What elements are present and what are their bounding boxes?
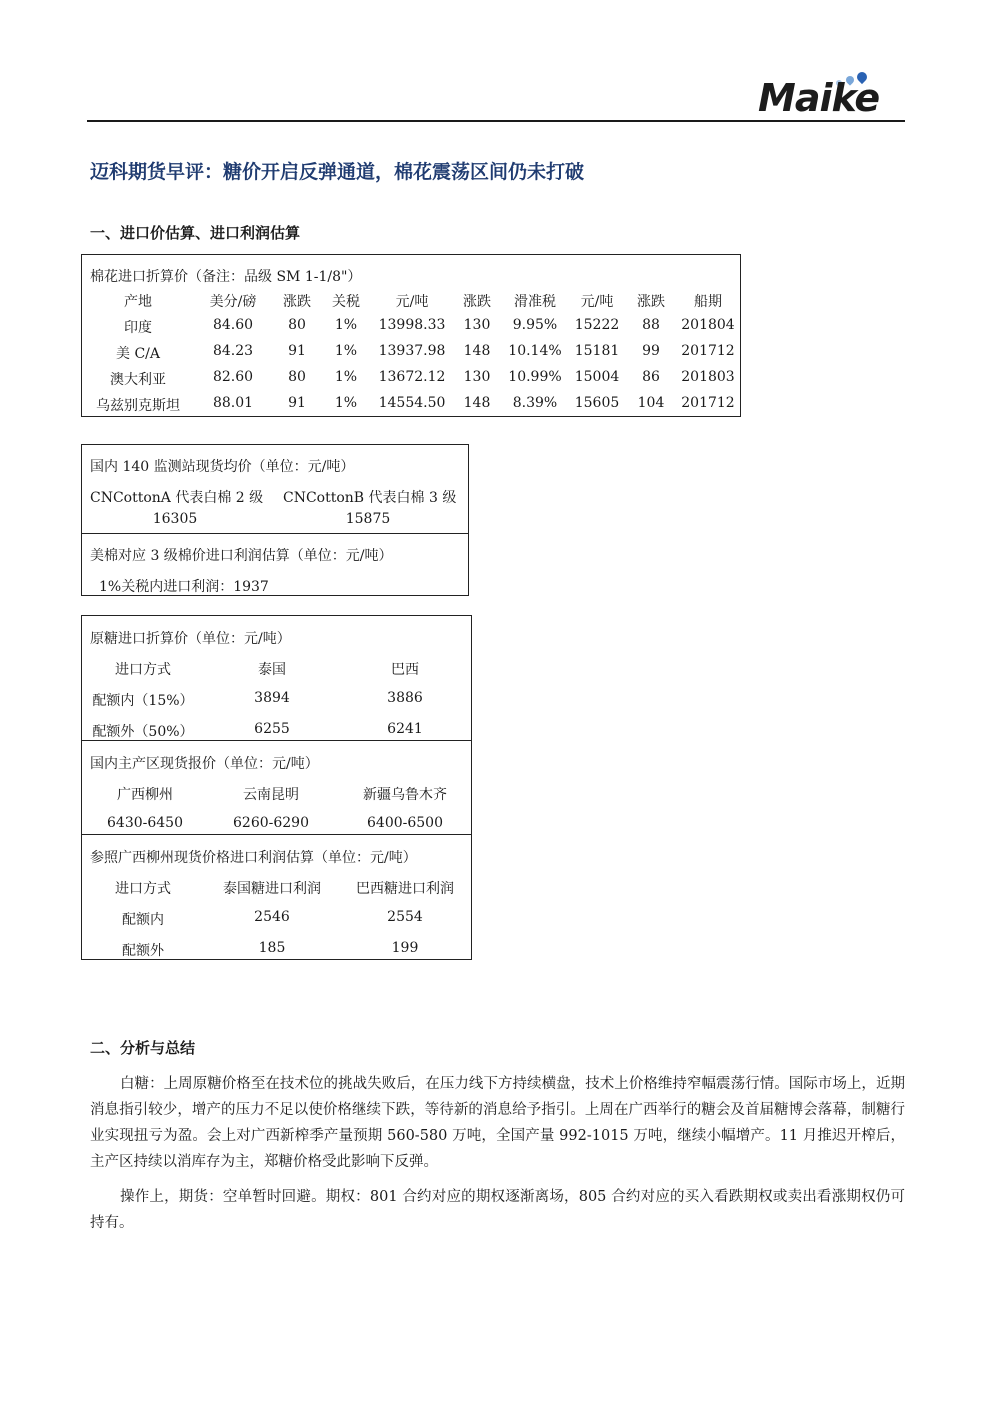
cotton-table-cell: 13937.98: [378, 343, 446, 359]
raw-sugar-caption: 原糖进口折算价（单位：元/吨）: [90, 631, 291, 647]
domestic-cotton-caption: 国内 140 监测站现货均价（单位：元/吨）: [90, 459, 355, 475]
raw-sugar-cell: 6241: [387, 721, 423, 737]
column-header: 进口方式: [115, 662, 171, 678]
column-header: 巴西: [391, 662, 419, 678]
strategy-paragraph: 操作上，期货：空单暂时回避。期权：801 合约对应的期权逐渐离场，805 合约对应的买入看跌期权或卖出看涨期权仍可持有。: [90, 1189, 905, 1231]
column-header: 涨跌: [637, 294, 665, 310]
cotton-table-cell: 88.01: [212, 395, 254, 411]
sugar-profit-cell: 配额内: [122, 912, 164, 928]
divider: [81, 834, 472, 835]
sugar-profit-caption: 参照广西柳州现货价格进口利润估算（单位：元/吨）: [90, 850, 417, 866]
column-header: 泰国: [258, 662, 286, 678]
column-header: 涨跌: [463, 294, 491, 310]
cncotton-a-label: CNCottonA 代表白棉 2 级: [90, 490, 264, 506]
cotton-table-cell: 130: [463, 369, 491, 385]
cotton-profit-caption: 美棉对应 3 级棉价进口利润估算（单位：元/吨）: [90, 548, 393, 564]
column-header: 涨跌: [283, 294, 311, 310]
column-header: 船期: [694, 294, 722, 310]
column-header: 产地: [124, 294, 152, 310]
cotton-table-cell: 15004: [574, 369, 620, 385]
sugar-profit-cell: 配额外: [122, 943, 164, 959]
cotton-table-cell: 91: [288, 395, 306, 411]
cotton-table-cell: 80: [288, 369, 306, 385]
raw-sugar-cell: 3886: [387, 690, 423, 706]
cotton-table-cell: 14554.50: [378, 395, 446, 411]
logo-wordmark: Maike: [758, 76, 880, 120]
cotton-table-cell: 201712: [681, 395, 735, 411]
column-header: 巴西糖进口利润: [356, 881, 454, 897]
cotton-profit-text: 1%关税内进口利润：1937: [99, 579, 269, 595]
column-header: 进口方式: [115, 881, 171, 897]
raw-sugar-cell: 配额外（50%）: [92, 724, 194, 740]
cotton-table-cell: 15222: [574, 317, 620, 333]
cotton-table-cell: 1%: [334, 317, 358, 333]
sugar-profit-cell: 185: [258, 940, 286, 956]
analysis-paragraph: 白糖：上周原糖价格至在技术位的挑战失败后，在压力线下方持续横盘，技术上价格维持窄幅震荡行情。国际市场上，近期消息指引较少，增产的压力不足以使价格继续下跌，等待新的消息给予指引。上周在广西举行的糖会及首届糖博会落幕，制糖行业实现扭亏为盈。会上对广西新榨季产量预期 560-580 万吨，全国产量 992-1015 万吨，继续小幅增产。11 月推迟开榨后，主产区持续以消库存为主，郑糖价格受此影响下反弹。: [90, 1076, 905, 1170]
cotton-table-cell: 148: [463, 395, 491, 411]
cotton-table-cell: 8.39%: [512, 395, 558, 411]
cotton-table-cell: 印度: [124, 320, 152, 336]
region-yunnan: 云南昆明: [243, 787, 299, 803]
cotton-table-cell: 13672.12: [378, 369, 446, 385]
report-title: 迈科期货早评：糖价开启反弹通道，棉花震荡区间仍未打破: [90, 161, 585, 183]
cotton-table-cell: 91: [288, 343, 306, 359]
cotton-table-cell: 10.99%: [508, 369, 562, 385]
cotton-table-cell: 1%: [334, 395, 358, 411]
cotton-table-cell: 88: [642, 317, 660, 333]
cotton-table-cell: 13998.33: [378, 317, 446, 333]
region-xinjiang: 新疆乌鲁木齐: [363, 787, 447, 803]
cotton-table-cell: 148: [463, 343, 491, 359]
cncotton-a-value: 16305: [152, 511, 198, 527]
cotton-table-cell: 乌兹别克斯坦: [96, 398, 180, 414]
cotton-table-cell: 84.23: [212, 343, 254, 359]
column-header: 滑准税: [514, 294, 556, 310]
cotton-table-cell: 82.60: [212, 369, 254, 385]
section-heading-1: 一、进口价估算、进口利润估算: [90, 224, 301, 242]
column-header: 元/吨: [580, 294, 614, 310]
column-header: 美分/磅: [209, 294, 257, 310]
cotton-table-cell: 1%: [334, 369, 358, 385]
cotton-table-cell: 80: [288, 317, 306, 333]
cotton-table-cell: 86: [642, 369, 660, 385]
cotton-table-cell: 201803: [681, 369, 735, 385]
raw-sugar-cell: 6255: [254, 721, 290, 737]
cotton-table-cell: 15605: [574, 395, 620, 411]
cotton-import-caption: 棉花进口折算价（备注：品级 SM 1-1/8"）: [90, 269, 362, 285]
cotton-table-cell: 1%: [334, 343, 358, 359]
cotton-table-cell: 澳大利亚: [110, 372, 166, 388]
cncotton-b-label: CNCottonB 代表白棉 3 级: [283, 490, 457, 506]
column-header: 关税: [332, 294, 360, 310]
cotton-table-cell: 84.60: [212, 317, 254, 333]
cotton-table-cell: 99: [642, 343, 660, 359]
divider: [81, 533, 469, 534]
price-xinjiang: 6400-6500: [367, 815, 443, 831]
column-header: 元/吨: [395, 294, 429, 310]
raw-sugar-cell: 3894: [254, 690, 290, 706]
cotton-table-cell: 美 C/A: [116, 346, 160, 362]
cotton-table-cell: 130: [463, 317, 491, 333]
cotton-table-cell: 10.14%: [508, 343, 562, 359]
raw-sugar-cell: 配额内（15%）: [92, 693, 194, 709]
column-header: 泰国糖进口利润: [223, 881, 321, 897]
cotton-table-cell: 9.95%: [512, 317, 558, 333]
header-rule: [87, 120, 905, 122]
section-heading-2: 二、分析与总结: [90, 1039, 196, 1057]
cotton-table-cell: 15181: [574, 343, 620, 359]
domestic-sugar-caption: 国内主产区现货报价（单位：元/吨）: [90, 756, 319, 772]
sugar-profit-cell: 2546: [254, 909, 290, 925]
price-yunnan: 6260-6290: [233, 815, 309, 831]
sugar-profit-cell: 199: [391, 940, 419, 956]
sugar-profit-cell: 2554: [387, 909, 423, 925]
region-guangxi: 广西柳州: [117, 787, 173, 803]
cotton-table-cell: 201712: [681, 343, 735, 359]
cotton-table-cell: 104: [637, 395, 665, 411]
price-guangxi: 6430-6450: [107, 815, 183, 831]
cncotton-b-value: 15875: [345, 511, 391, 527]
maike-logo: [754, 70, 894, 120]
cotton-table-cell: 201804: [681, 317, 735, 333]
